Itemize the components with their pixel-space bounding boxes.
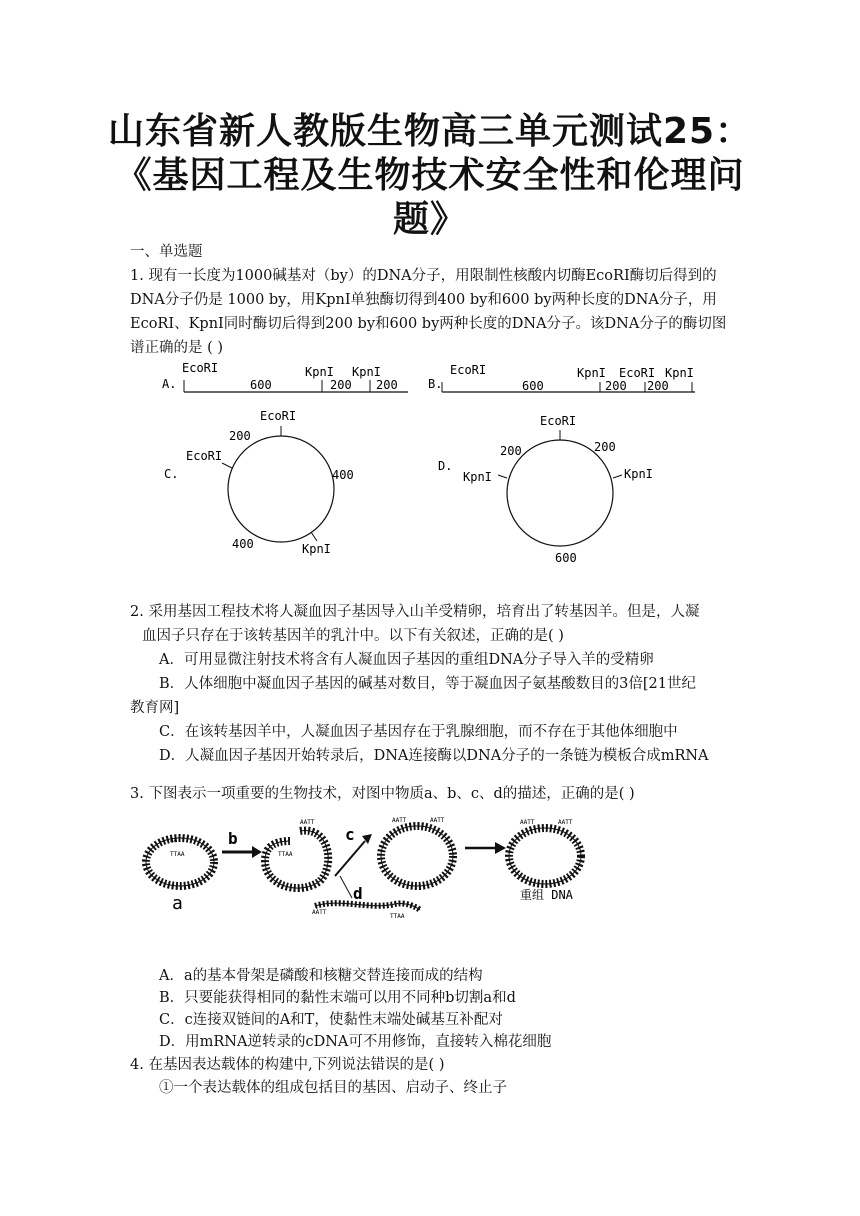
site-label: KpnI (577, 366, 606, 380)
site-label: EcoRI (182, 361, 219, 375)
q1-restriction-maps (150, 360, 710, 570)
arrow-head (495, 842, 506, 854)
plasmid-circle (507, 440, 613, 546)
label-c: c (345, 825, 355, 844)
q4-item: ①一个表达载体的组成包括目的基因、启动子、终止子 (159, 1080, 507, 1096)
option-c-circular-map (164, 409, 354, 556)
page-title-line3: 题》 (392, 199, 467, 240)
segment-length: 200 (376, 378, 398, 392)
option-b-linear-map (428, 363, 695, 393)
segment-length: 600 (250, 378, 272, 392)
cut-mark (498, 475, 507, 478)
q3-option-b: B．只要能获得相同的黏性末端可以用不同种b切割a和d (159, 990, 516, 1006)
segment-length: 400 (232, 537, 254, 551)
sticky-end-label: TTAA (390, 913, 405, 918)
q1-line: DNA分子仍是 1000 by，用KpnI单独酶切得到400 by和600 by两种长度的DNA分子，用 (130, 292, 717, 308)
q3-option-c: C．c连接双链间的A和T，使黏性末端处碱基互补配对 (159, 1012, 503, 1028)
segment-length: 400 (332, 468, 354, 482)
site-label: EcoRI (450, 363, 487, 377)
arrow-head (252, 846, 262, 858)
plasmid-a (146, 837, 214, 914)
option-c-label: C. (164, 467, 179, 481)
segment-length: 200 (594, 440, 616, 454)
segment-length: 200 (605, 379, 627, 393)
sticky-end-label: AATT (170, 837, 185, 844)
sticky-end-label: AATT (558, 819, 573, 826)
q2-option-c: C．在该转基因羊中，人凝血因子基因存在于乳腺细胞，而不存在于其他体细胞中 (159, 724, 678, 740)
site-label: EcoRI (260, 409, 297, 423)
page-title-line2: 《基因工程及生物技术安全性和伦理问 (115, 155, 745, 196)
section-heading: 一、单选题 (130, 244, 203, 260)
cut-mark (613, 475, 622, 478)
q1-line: 谱正确的是 ( ) (130, 340, 224, 356)
q2-option-d: D．人凝血因子基因开始转录后，DNA连接酶以DNA分子的一条链为模板合成mRNA (159, 748, 709, 764)
q2-stem: 血因子只存在于该转基因羊的乳汁中。以下有关叙述，正确的是( ) (142, 628, 564, 644)
sticky-end-label: AATT (392, 817, 407, 824)
q3-recombinant-dna-diagram (140, 806, 600, 918)
option-d-circular-map (438, 414, 653, 565)
q3-option-d: D．用mRNA逆转录的cDNA可不用修饰，直接转入棉花细胞 (159, 1034, 552, 1050)
q3-stem: 3. 下图表示一项重要的生物技术，对图中物质a、b、c、d的描述，正确的是( ) (130, 786, 635, 802)
site-label: KpnI (624, 467, 653, 481)
label-recombinant-dna: 重组 DNA (520, 888, 573, 902)
segment-length: 200 (229, 429, 251, 443)
sticky-end-label: AATT (430, 817, 445, 824)
q3-option-a: A．a的基本骨架是磷酸和核糖交替连接而成的结构 (159, 968, 483, 984)
cut-mark (222, 463, 232, 468)
recombinant-plasmid (509, 819, 581, 902)
option-a-linear-map (162, 361, 408, 392)
label-b: b (228, 829, 238, 848)
sticky-end-label: AATT (300, 819, 315, 826)
q2-option-a: A．可用显微注射技术将含有人凝血因子基因的重组DNA分子导入羊的受精卵 (159, 652, 654, 668)
sticky-end-label: AATT (312, 909, 327, 916)
plasmid-circle (228, 436, 334, 542)
sticky-end-label: TTAA (170, 851, 185, 858)
segment-length: 600 (555, 551, 577, 565)
site-label: EcoRI (540, 414, 577, 428)
q4-stem: 4. 在基因表达载体的构建中,下列说法错误的是( ) (130, 1057, 445, 1073)
q1-line: 1. 现有一长度为1000碱基对（by）的DNA分子，用限制性核酸内切酶EcoRI酶切后得到的 (130, 268, 717, 284)
option-b-label: B. (428, 377, 443, 391)
option-d-label: D. (438, 459, 453, 473)
q2-stem: 2. 采用基因工程技术将人凝血因子基因导入山羊受精卵，培育出了转基因羊。但是，人凝 (130, 604, 700, 620)
site-label: KpnI (302, 542, 331, 556)
arrow (335, 841, 365, 876)
segment-length: 200 (330, 378, 352, 392)
joining-plasmid (381, 817, 453, 886)
segment-length: 200 (500, 444, 522, 458)
option-a-label: A. (162, 377, 177, 391)
site-label: KpnI (352, 365, 381, 379)
label-a: a (172, 893, 183, 914)
site-label: KpnI (665, 366, 694, 380)
cut-mark (311, 532, 317, 541)
segment-length: 600 (522, 379, 544, 393)
q2-option-b-continued: 教育网] (130, 700, 180, 716)
opened-plasmid (265, 819, 328, 888)
sticky-end-label: AATT (520, 819, 535, 826)
q2-option-b: B．人体细胞中凝血因子基因的碱基对数目，等于凝血因子氨基酸数目的3倍[21世纪 (159, 676, 696, 692)
page-title-line1: 山东省新人教版生物高三单元测试25： (107, 111, 753, 152)
site-label: EcoRI (619, 366, 656, 380)
site-label: EcoRI (186, 449, 223, 463)
site-label: KpnI (305, 365, 334, 379)
q1-line: EcoRI、KpnI同时酶切后得到200 by和600 by两种长度的DNA分子。该DNA分子的酶切图 (130, 316, 727, 332)
site-label: KpnI (463, 470, 492, 484)
sticky-end-label: TTAA (278, 851, 293, 858)
label-d: d (353, 884, 363, 903)
segment-length: 200 (647, 379, 669, 393)
